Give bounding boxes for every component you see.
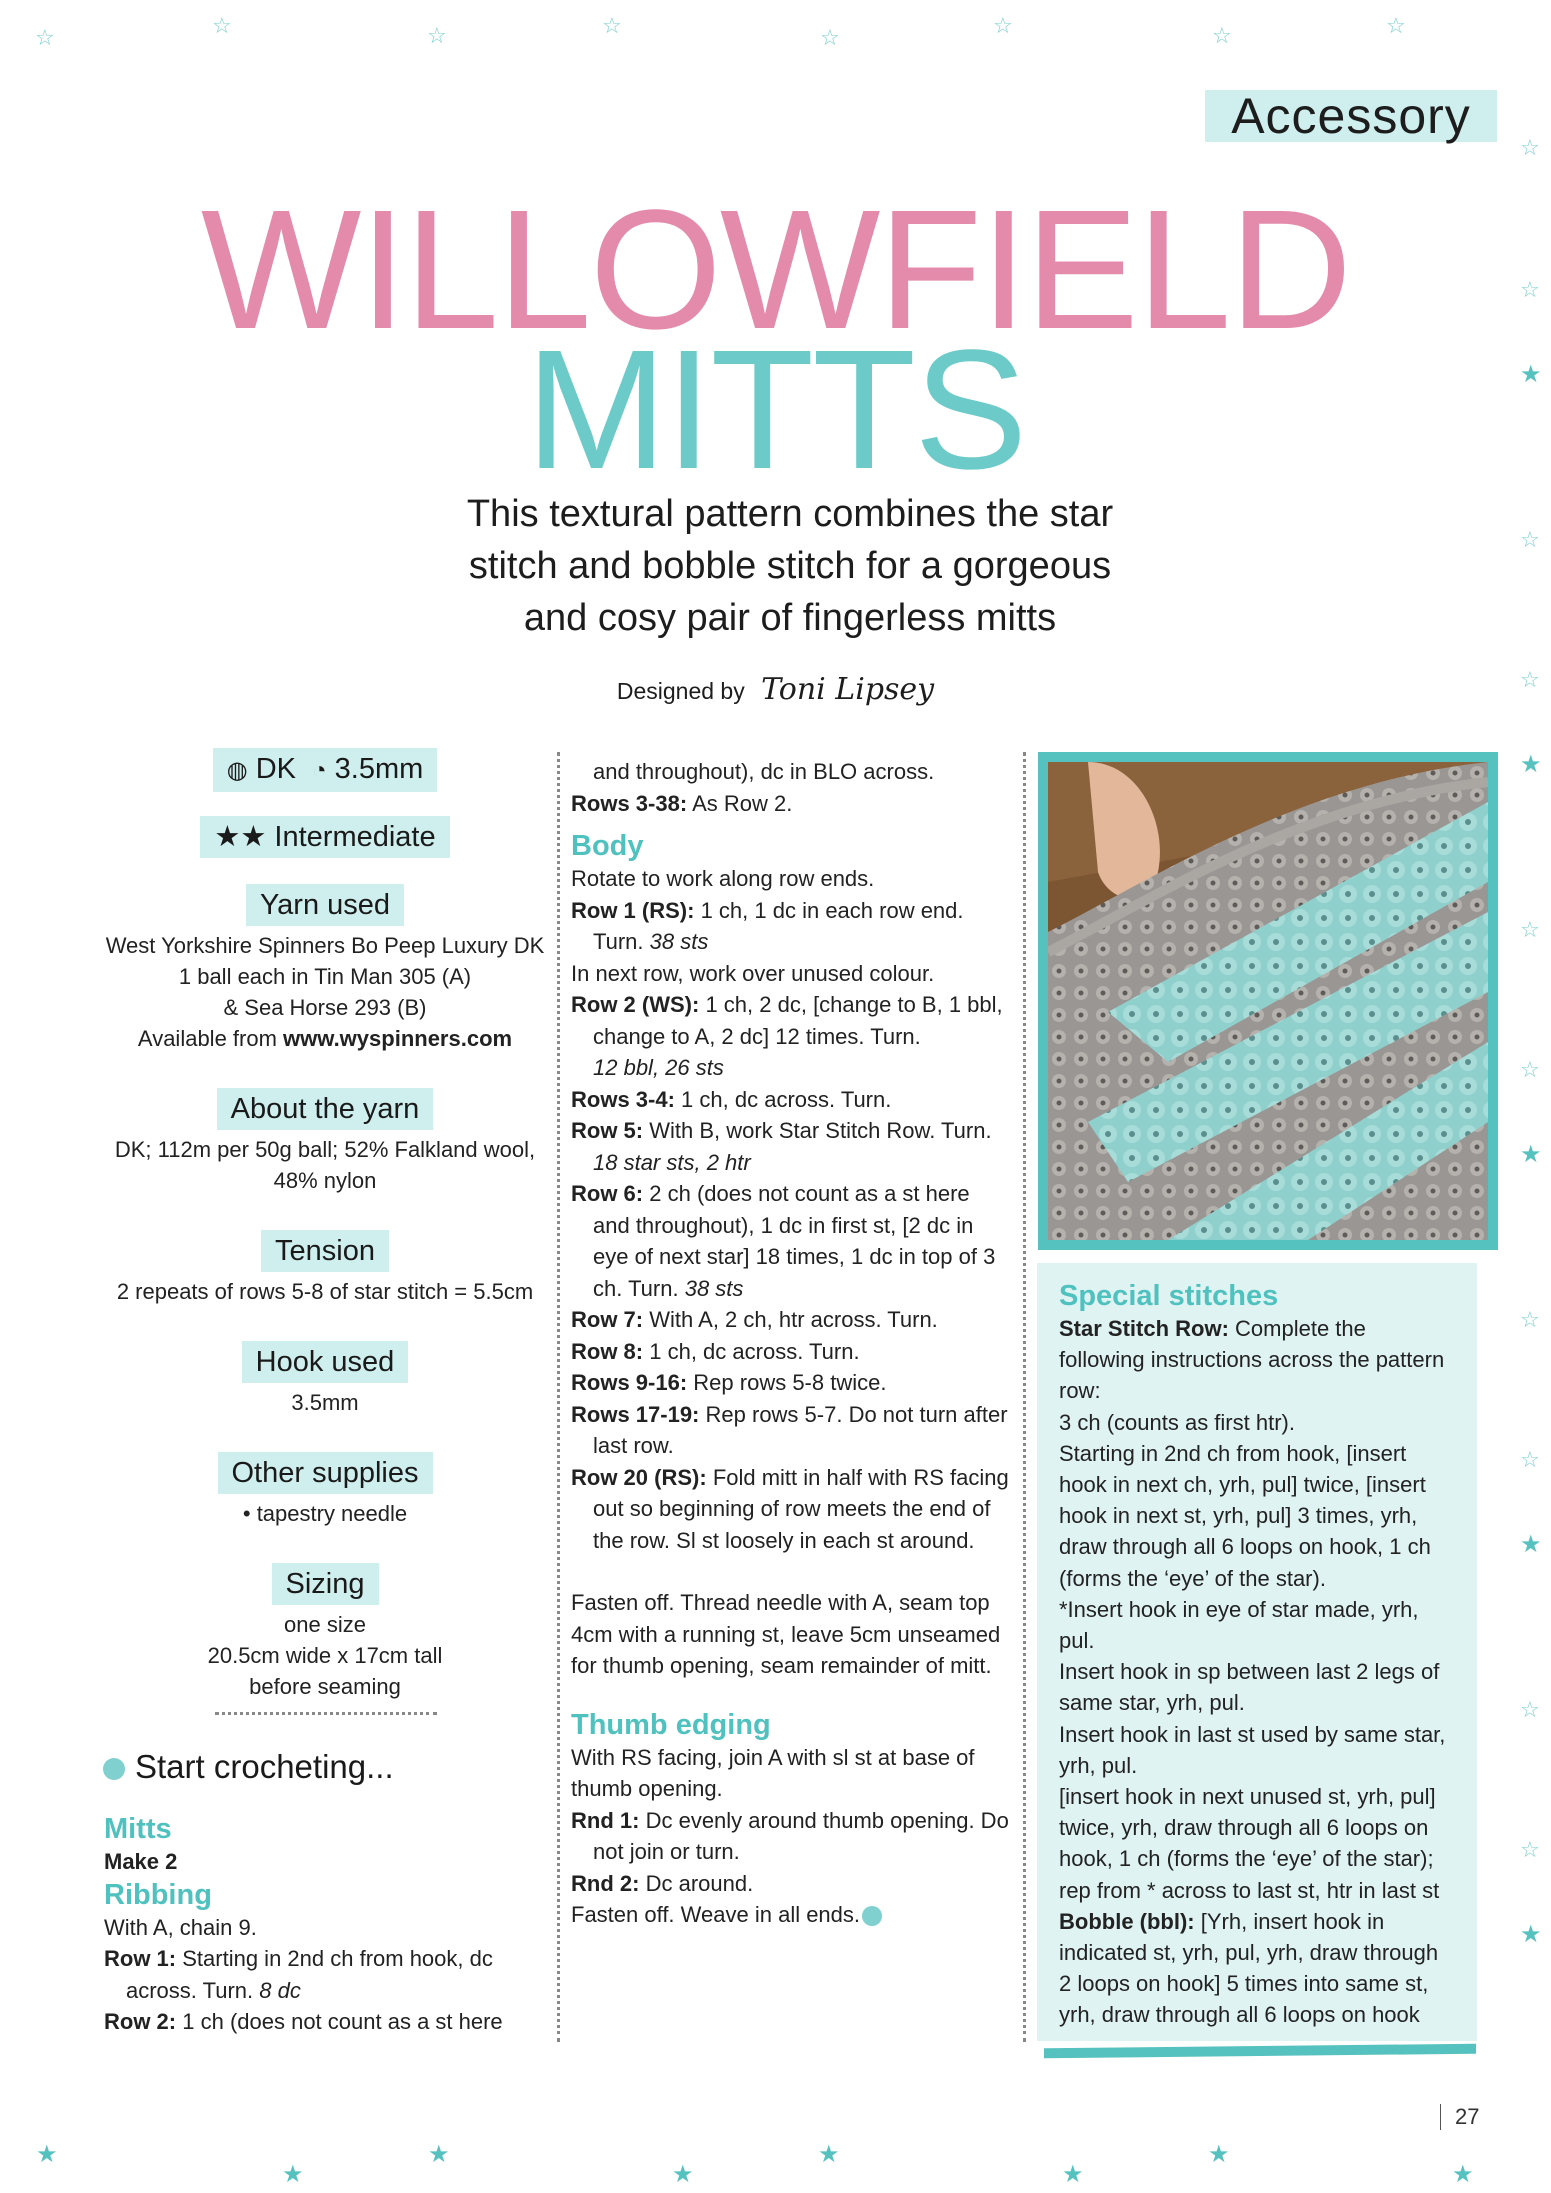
special-stitches-heading: Special stitches [1059, 1280, 1279, 1312]
difficulty-badge: ★★ Intermediate [200, 816, 449, 858]
yarn-available-prefix: Available from [137, 1026, 277, 1051]
about-line: DK; 112m per 50g ball; 52% Falkland wool, [114, 1137, 536, 1162]
star-icon: ★ [36, 2140, 58, 2168]
sizing-heading: Sizing [272, 1563, 379, 1605]
stitch-text: Complete the following instructions across the pattern row: [1059, 1316, 1445, 1404]
sizing-line: one size [284, 1612, 366, 1637]
star-icon: ☆ [820, 26, 840, 51]
mitts-instructions [104, 1812, 544, 2038]
weight-hook-badge [213, 748, 438, 792]
star-icon: ☆ [1520, 668, 1540, 693]
about-line: 48% nylon [273, 1168, 377, 1193]
row-label: Row 20 (RS): [571, 1464, 707, 1490]
body-intro: Rotate to work along row ends. [571, 866, 875, 891]
mitts-heading: Mitts [104, 1813, 172, 1845]
row-text: 1 ch, dc across. Turn. [681, 1086, 892, 1112]
ribbing-heading: Ribbing [104, 1878, 212, 1911]
row-label: Rows 17-19: [571, 1401, 700, 1427]
star-icon: ☆ [1520, 1838, 1540, 1863]
continued-text: and throughout), dc in BLO across. [593, 759, 935, 784]
round-text: Dc around. [645, 1870, 754, 1896]
row-text: As Row 2. [692, 790, 793, 816]
body-heading: Body [571, 830, 644, 862]
row-label: Rows 9-16: [571, 1370, 688, 1395]
round-label: Rnd 1: [571, 1807, 640, 1833]
yarn-weight: DK [255, 753, 296, 785]
thumb-edging-heading: Thumb edging [571, 1708, 771, 1741]
tension-text: 2 repeats of rows 5-8 of star stitch = 5.5cm [116, 1279, 534, 1304]
divider [215, 1712, 437, 1715]
special-line: 3 ch (counts as first htr). [1059, 1409, 1295, 1435]
stitch-label: Bobble (bbl): [1059, 1908, 1195, 1934]
yarn-website-link[interactable]: www.wyspinners.com [283, 1026, 513, 1051]
thumb-intro: With RS facing, join A with sl st at base of thumb opening. [571, 1744, 975, 1801]
tension-heading: Tension [261, 1230, 389, 1272]
stitch-count: 18 star sts, 2 htr [593, 1149, 751, 1175]
yarn-line: & Sea Horse 293 (B) [223, 995, 427, 1020]
star-icon: ☆ [1520, 1058, 1540, 1083]
row-label: Rows 3-4: [571, 1086, 675, 1112]
row-text: With A, 2 ch, htr across. Turn. [649, 1307, 938, 1332]
star-icon: ☆ [993, 14, 1013, 39]
standfirst-line: and cosy pair of fingerless mitts [523, 597, 1057, 639]
star-icon: ★ [1520, 1530, 1542, 1558]
row-label: Row 5: [571, 1118, 644, 1143]
box-underline [1044, 2044, 1476, 2059]
row-label: Row 7: [571, 1307, 644, 1332]
special-line: Insert hook in last st used by same star, yrh, pul. [1059, 1721, 1446, 1778]
yarn-heading: Yarn used [246, 884, 404, 926]
star-icon: ★ [1520, 1920, 1542, 1948]
row-text: 1 ch (does not count as a st here [182, 2009, 503, 2034]
sizing-line: 20.5cm wide x 17cm tall [207, 1643, 443, 1668]
special-stitches-box [1037, 1263, 1477, 2041]
page-number: 27 [1440, 2104, 1479, 2130]
other-supplies-heading: Other supplies [218, 1452, 433, 1494]
row-text: Starting in 2nd ch from hook, dc across. Turn. [126, 1946, 493, 2003]
star-icon: ★ [428, 2140, 450, 2168]
yarn-ball-icon: ◍ [226, 757, 248, 784]
row-label: Row 2: [104, 2009, 177, 2034]
star-icon: ☆ [602, 14, 622, 39]
row-label: Rows 3-38: [571, 790, 688, 816]
row-text: Fold mitt in half with RS facing out so beginning of row meets the end of the row. Sl st loosely in each st around. [593, 1464, 1009, 1553]
star-icon: ☆ [35, 26, 55, 51]
row-label: Row 2 (WS): [571, 992, 700, 1017]
stitch-count: 8 dc [259, 1977, 301, 2003]
star-icon: ★ [818, 2140, 840, 2168]
crochet-swatch-image [1048, 762, 1488, 1240]
stitch-count: 38 sts [649, 929, 709, 954]
star-icon: ★ [1208, 2140, 1230, 2168]
star-icon: ☆ [1520, 918, 1540, 943]
title-line-2: MITTS [525, 315, 1026, 505]
sizing-line: before seaming [249, 1674, 401, 1699]
star-icon: ★ [672, 2160, 694, 2188]
standfirst-line: stitch and bobble stitch for a gorgeous [468, 545, 1112, 587]
byline [0, 668, 1551, 707]
yarn-line: West Yorkshire Spinners Bo Peep Luxury DK [105, 933, 545, 958]
round-label: Rnd 2: [571, 1870, 640, 1896]
row-text: 1 ch, 1 dc in each row end. Turn. [593, 897, 964, 954]
row-label: Row 6: [571, 1181, 644, 1206]
row-text: 1 ch, 2 dc, [change to B, 1 bbl, change to A, 2 dc] 12 times. Turn. [593, 992, 1003, 1049]
stitch-label: Star Stitch Row: [1059, 1316, 1229, 1341]
hook-used-text: 3.5mm [291, 1390, 359, 1415]
special-line: Starting in 2nd ch from hook, [insert hook in next ch, yrh, pul] twice, [insert hook in next st, yrh, pul] 3 times, yrh, draw through all 6 loops on hook, 1 ch (forms the ‘eye’ of the star). [1059, 1440, 1431, 1591]
column-divider [557, 752, 560, 2042]
round-text: Dc evenly around thumb opening. Do not join or turn. [593, 1807, 1009, 1864]
make-count: Make 2 [104, 1849, 178, 1874]
star-icon: ☆ [1386, 14, 1406, 39]
star-icon: ☆ [1212, 24, 1232, 49]
stitch-count: 12 bbl, 26 sts [593, 1055, 724, 1080]
mitt-photo [1038, 752, 1498, 1250]
fasten-off-text: Fasten off. Thread needle with A, seam top 4cm with a running st, leave 5cm unseamed for thumb opening, seam remainder of mitt. [571, 1590, 1001, 1678]
star-icon: ☆ [1520, 1698, 1540, 1723]
star-icon: ★ [1520, 750, 1542, 778]
note-text: In next row, work over unused colour. [571, 960, 935, 986]
start-heading-text: Start crocheting... [135, 1748, 394, 1785]
yarn-line: 1 ball each in Tin Man 305 (A) [178, 964, 472, 989]
ribbing-intro: With A, chain 9. [104, 1914, 257, 1940]
hook-size: 3.5mm [334, 753, 424, 785]
other-supplies-text: • tapestry needle [242, 1501, 408, 1526]
row-text: Rep rows 5-7. Do not turn after last row. [593, 1401, 1008, 1458]
row-text: 1 ch, dc across. Turn. [649, 1338, 860, 1364]
title-line-1: WILLOWFIELD [200, 175, 1351, 365]
column-divider [1023, 752, 1026, 2042]
body-instructions [571, 756, 1011, 1931]
yarn-ball-icon [862, 1906, 882, 1926]
row-text: Rep rows 5-8 twice. [693, 1370, 887, 1395]
special-line: [insert hook in next unused st, yrh, pul] twice, yrh, draw through all 6 loops on hook, 1 ch (forms the ‘eye’ of the star); rep from * across to last st, htr in last st [1059, 1784, 1440, 1903]
about-yarn-heading: About the yarn [217, 1088, 434, 1130]
star-icon: ★ [1062, 2160, 1084, 2188]
star-icon: ☆ [1520, 278, 1540, 303]
star-icon: ☆ [212, 14, 232, 39]
row-label: Row 1: [104, 1946, 177, 1971]
row-text: With B, work Star Stitch Row. Turn. [649, 1118, 992, 1143]
row-label: Row 1 (RS): [571, 897, 695, 923]
special-line: *Insert hook in eye of star made, yrh, pul. [1059, 1596, 1419, 1654]
standfirst [380, 488, 1200, 644]
row-text: 2 ch (does not count as a st here and throughout), 1 dc in first st, [2 dc in eye of next star] 18 times, 1 dc in top of 3 ch. Turn. [593, 1181, 996, 1301]
star-icon: ★ [1452, 2160, 1474, 2188]
row-label: Row 8: [571, 1338, 644, 1364]
start-heading [103, 1748, 394, 1786]
hook-icon: ◔ [312, 757, 327, 784]
byline-prefix: Designed by [616, 678, 745, 704]
star-icon: ☆ [1520, 1308, 1540, 1333]
star-icon: ☆ [1520, 528, 1540, 553]
standfirst-line: This textural pattern combines the star [466, 493, 1114, 535]
star-icon: ★ [1520, 1140, 1542, 1168]
star-icon: ☆ [427, 24, 447, 49]
section-tag: Accessory [1205, 90, 1497, 142]
yarn-ball-icon [103, 1758, 125, 1780]
star-icon: ★ [282, 2160, 304, 2188]
hook-used-heading: Hook used [242, 1341, 409, 1383]
end-text: Fasten off. Weave in all ends. [571, 1902, 861, 1927]
star-icon: ☆ [1520, 136, 1540, 161]
star-icon: ☆ [1520, 1448, 1540, 1473]
stitch-count: 38 sts [684, 1275, 744, 1301]
special-line: Insert hook in sp between last 2 legs of same star, yrh, pul. [1059, 1659, 1440, 1716]
star-icon: ★ [1520, 360, 1542, 388]
specs-column [100, 748, 550, 1736]
stitch-text: [Yrh, insert hook in indicated st, yrh, pul, yrh, draw through 2 loops on hook] 5 times into same st, yrh, draw through all 6 loops on hook [1059, 1908, 1439, 2028]
designer-signature: Toni Lipsey [761, 672, 935, 707]
